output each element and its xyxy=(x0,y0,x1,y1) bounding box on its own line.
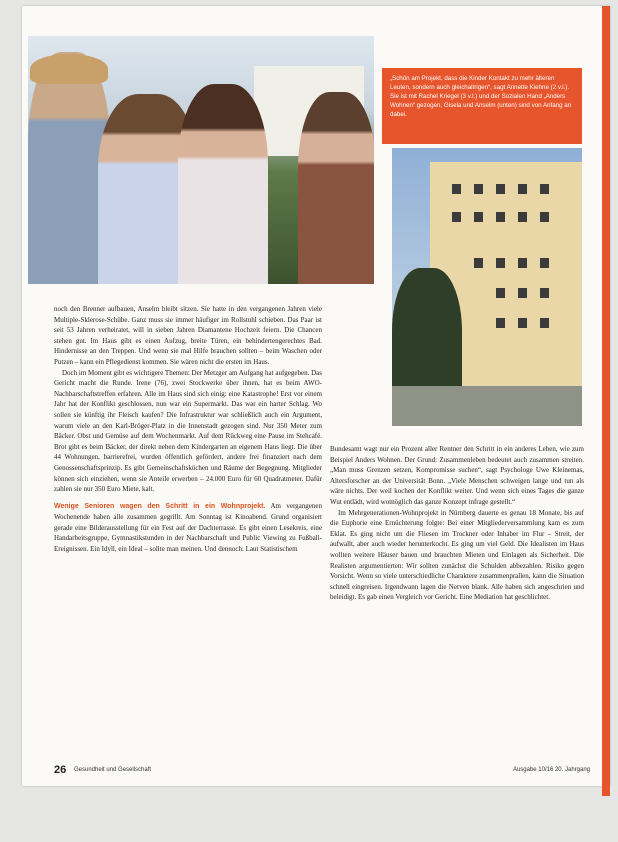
window xyxy=(474,258,483,268)
paragraph-text: Am vergangenen Wochenende haben alle zusammen gegrillt. Am Sonntag ist Kinoabend. Grund organisiert gerade eine Bilderausstellung für ein Fest auf der Dachterrasse. Es gibt einen Lesekreis, eine Handarbeitsgruppe, Gymnastikstunden in der Nachbarschaft und Public Viewing zu Fußball-Ereignissen. Ein Idyll, ein Ideal – sollte man meinen. Und dennoch: Laut Statistischem xyxy=(54,501,322,554)
window xyxy=(496,212,505,222)
window xyxy=(474,184,483,194)
section-name: Gesundheit und Gesellschaft xyxy=(74,767,152,773)
issue-info: Ausgabe 10/16 20. Jahrgang xyxy=(512,767,590,773)
paragraph: Im Mehrgenerationen-Wohnprojekt in Nürnberg dauerte es genau 18 Monate, bis auf die Euphorie eine Ernüchterung folgte: Bei einer Mitgliederversammlung kam es zum Eklat. Es ging nicht um die Fliesen im Trockner oder Inhaber im Flur – Streit, der aufwallt, aber auch wieder herunterkocht. Es ging um viel Geld. Die Idealisten im Haus wollten weitere Häuser bauen und brauchten Mieten und Einlagen als Sicherheit. Die Realisten argumentierten: Wir sollten zunächst die Schulden abbezahlen. Risiko gegen Vorsicht. Wenn so viele unterschiedliche Charaktere zusammenprallen, kann die Situation schnell eingreisen. Irgendwann lagen die Nerven blank. Alle haben sich angeschrien und beleidigt. Es gab einen Vergleich vor Gericht. Eine Mediation hat geschlichtet. xyxy=(330,508,584,602)
photo-caption: „Schön am Projekt, dass die Kinder Kontakt zu mehr älteren Leuten, sondern auch gleichaltrigen“, sagt Annette Kiehne (2 v.l.). Sie ist mit Rachel Kriegel (3 v.l.) und der Sozialen Hand „Anders Wohnen“ gezogen, Gisela und Anselm (unten) sind von Anfang an dabei. xyxy=(382,68,582,144)
window xyxy=(540,258,549,268)
paragraph: Bundesamt wagt nur ein Prozent aller Rentner den Schritt in ein anderes Leben, wie zum Beispiel Anders Wohnen. Der Grund: Zusammenleben bedeutet auch zusammen streiten. „Man muss Grenzen setzen, Kompromisse suchen“, sagt Psychologe Uwe Kleinemas, Altersforscher an der Universität Bonn. „Viele Menschen schweigen lange und tun als wäre nichts. Der weil kochen der Konflikt weiter. Und wenn sich eines Tages die ganze Wut entlädt, wird womöglich das ganze Konzept infrage gestellt.“ xyxy=(330,445,584,506)
paragraph: noch den Brenner aufbauen, Anselm bleibt sitzen. Sie hatte in den vergangenen Jahren viele Multiple-Sklerose-Schübe. Ganz muss sie immer häufiger im Rollstuhl schieben. Das Paar ist seit 53 Jahren verheiratet, will in sieben Jahren Diamantene Hochzeit feiern. Die Chancen stehen gut. Im Haus gibt es einen Aufzug, breite Türen, ein behindertengerechtes Bad. Hindernisse an den Treppen. Und wenn sie mal Hilfe brauchen sollten – beim Waschen oder Putzen – kann ein Pflegedienst kommen. Sie wären nicht die ersten im Haus. xyxy=(54,305,322,366)
window xyxy=(474,212,483,222)
plaza-ground xyxy=(392,386,582,426)
window xyxy=(540,318,549,328)
accent-edge-bar xyxy=(602,6,610,796)
window xyxy=(452,184,461,194)
article-column-left xyxy=(54,304,322,555)
window xyxy=(496,288,505,298)
window xyxy=(452,212,461,222)
building-photo xyxy=(392,148,582,426)
window xyxy=(496,258,505,268)
paragraph-with-lead-in xyxy=(54,501,322,555)
group-photo xyxy=(28,36,374,284)
lead-in-heading: Wenige Senioren wagen den Schritt in ein Wohnprojekt. xyxy=(54,502,266,510)
page-number: 26 xyxy=(54,764,67,776)
window xyxy=(518,212,527,222)
window xyxy=(518,258,527,268)
window xyxy=(540,212,549,222)
window xyxy=(518,184,527,194)
paragraph: Doch im Moment gibt es wichtigere Themen: Der Metzger am Aufgang hat aufgegeben. Das Gericht macht die Runde. Irene (76), zwei Stockwerke über ihnen, hat es beim AWO-Nachbarschaftstreffen erfahren. Alle im Haus sind sich einig: eine Katastrophe! Erst vor einem Jahr hat der Konflikt geschlossen, nun war ein Supermarkt. Das war ein harter Schlag. Wo sollen sie künftig ihr Fleisch kaufen? Die Infrastruktur war schließlich auch ein Argument, warum viele an den Karl-Bröger-Platz in die Innenstadt gezogen sind. Nur 350 Meter zum Bäcker. Obst und Gemüse auf dem Wochenmarkt. Auf dem Rückweg eine Pause im Stehcafé. Brot gibt es beim Bäcker, der direkt neben dem Kindergarten an eigenem Haus liegt. Die über 44 Wohnungen, barrierefrei, wurden öffentlich gefördert, andere frei finanziert nach dem Genossenschaftsprinzip. Es gibt Gemeinschaftsküchen und Räume der Begegnung. Mitglieder können sich einziehen, wenn sie Anteile erwerben – 24.000 Euro für 60 Quadratmeter. Dafür zahlen sie nur 350 Euro Miete, kalt. xyxy=(54,368,322,494)
window xyxy=(496,184,505,194)
window xyxy=(540,184,549,194)
window xyxy=(496,318,505,328)
window xyxy=(518,318,527,328)
magazine-page xyxy=(22,6,610,786)
window xyxy=(540,288,549,298)
window xyxy=(518,288,527,298)
hat-shape xyxy=(30,54,108,84)
page-footer xyxy=(44,764,604,782)
article-column-right xyxy=(330,444,584,603)
person-woman-middle xyxy=(178,84,268,284)
person-woman-right xyxy=(298,92,374,284)
